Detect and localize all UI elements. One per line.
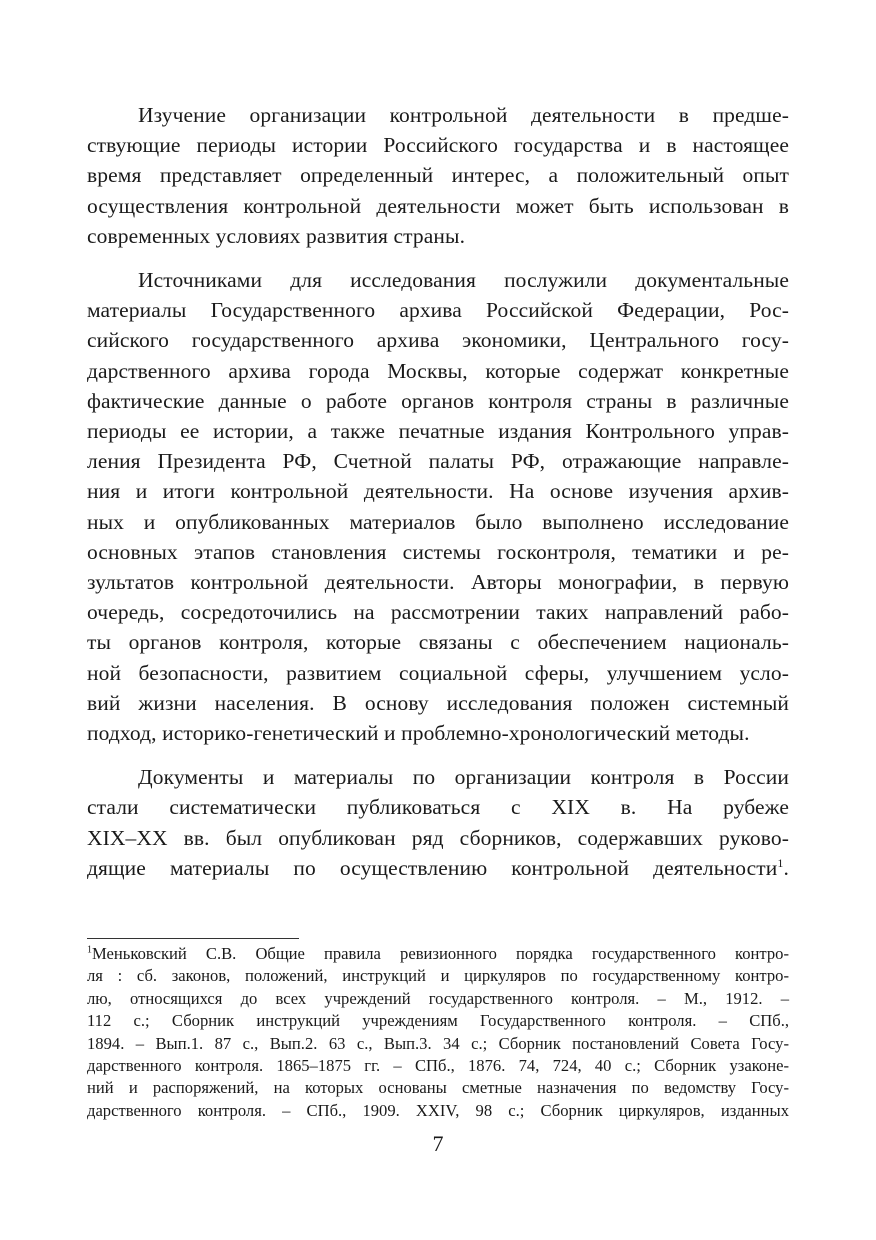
text-line: дарственного архива города Москвы, которые содержат конкретные xyxy=(87,358,789,383)
footnote-line: ний и распоряжений, на которых основаны сметные назначения по ведомству Госу- xyxy=(87,1078,789,1098)
footnote-line: 112 с.; Сборник инструкций учреждениям Государственного контроля. – СПб., xyxy=(87,1011,789,1031)
text-line: дящие материалы по осуществлению контрольной деятельности xyxy=(87,855,778,880)
text-line: ния и итоги контрольной деятельности. На основе изучения архив- xyxy=(87,479,789,504)
paragraph-2 xyxy=(87,265,789,748)
text-line: Документы и материалы по организации контроля в России xyxy=(138,765,789,790)
footnote-line xyxy=(87,943,789,965)
text-line-with-footnote xyxy=(87,853,789,883)
text-line: ной безопасности, развитием социальной сферы, улучшением усло- xyxy=(87,660,789,685)
footnote-text: Меньковский С.В. Общие правила ревизионного порядка государственного контро- xyxy=(92,944,789,963)
text-line: время представляет определенный интерес, а положительный опыт xyxy=(87,163,789,188)
text-line: ствующие периоды истории Российского государства и в настоящее xyxy=(87,133,789,158)
main-text xyxy=(87,100,789,897)
footnote xyxy=(87,943,789,1122)
text-line: подход, историко-генетический и проблемно-хронологический методы. xyxy=(87,721,750,746)
text-line: ления Президента РФ, Счетной палаты РФ, отражающие направле- xyxy=(87,449,789,474)
paragraph-3 xyxy=(87,762,789,883)
text-line: основных этапов становления системы госконтроля, тематики и ре- xyxy=(87,539,789,564)
footnote-marker: 1 xyxy=(87,944,92,956)
footnote-separator xyxy=(87,938,299,939)
text-line: ты органов контроля, которые связаны с обеспечением националь- xyxy=(87,630,789,655)
text-line: осуществления контрольной деятельности может быть использован в xyxy=(87,193,789,218)
footnote-line: ля : сб. законов, положений, инструкций и циркуляров по государственному контро- xyxy=(87,966,789,986)
footnote-reference[interactable]: 1 xyxy=(777,855,784,870)
text-line: ных и опубликованных материалов было выполнено исследование xyxy=(87,509,789,534)
text-line: очередь, сосредоточились на рассмотрении таких направлений рабо- xyxy=(87,600,789,625)
text-line: материалы Государственного архива Российской Федерации, Рос- xyxy=(87,298,789,323)
text-line: вий жизни населения. В основу исследования положен системный xyxy=(87,690,789,715)
page-number: 7 xyxy=(432,1131,444,1156)
text-line: Изучение организации контрольной деятельности в предше- xyxy=(138,103,789,127)
text-line: зультатов контрольной деятельности. Авторы монографии, в первую xyxy=(87,570,789,595)
text-line: XIX–XX вв. был опубликован ряд сборников, содержавших руково- xyxy=(87,825,789,850)
footnote-line: дарственного контроля. 1865–1875 гг. – СПб., 1876. 74, 724, 40 с.; Сборник узаконе- xyxy=(87,1056,789,1076)
text-line: Источниками для исследования послужили документальные xyxy=(138,268,789,293)
sentence-end: . xyxy=(783,855,789,880)
text-line: сийского государственного архива экономики, Центрального госу- xyxy=(87,328,789,353)
text-line: стали систематически публиковаться с XIX в. На рубеже xyxy=(87,795,789,820)
footnote-line: лю, относящихся до всех учреждений государственного контроля. – М., 1912. – xyxy=(87,988,789,1008)
text-line: фактические данные о работе органов контроля страны в различные xyxy=(87,388,789,413)
footnote-line: дарственного контроля. – СПб., 1909. XXIV, 98 с.; Сборник циркуляров, изданных xyxy=(87,1100,789,1120)
text-line: современных условиях развития страны. xyxy=(87,223,466,248)
paragraph-1 xyxy=(87,100,789,251)
footnote-line: 1894. – Вып.1. 87 с., Вып.2. 63 с., Вып.3. 34 с.; Сборник постановлений Совета Госу- xyxy=(87,1033,789,1053)
text-line: периоды ее истории, а также печатные издания Контрольного управ- xyxy=(87,419,789,444)
